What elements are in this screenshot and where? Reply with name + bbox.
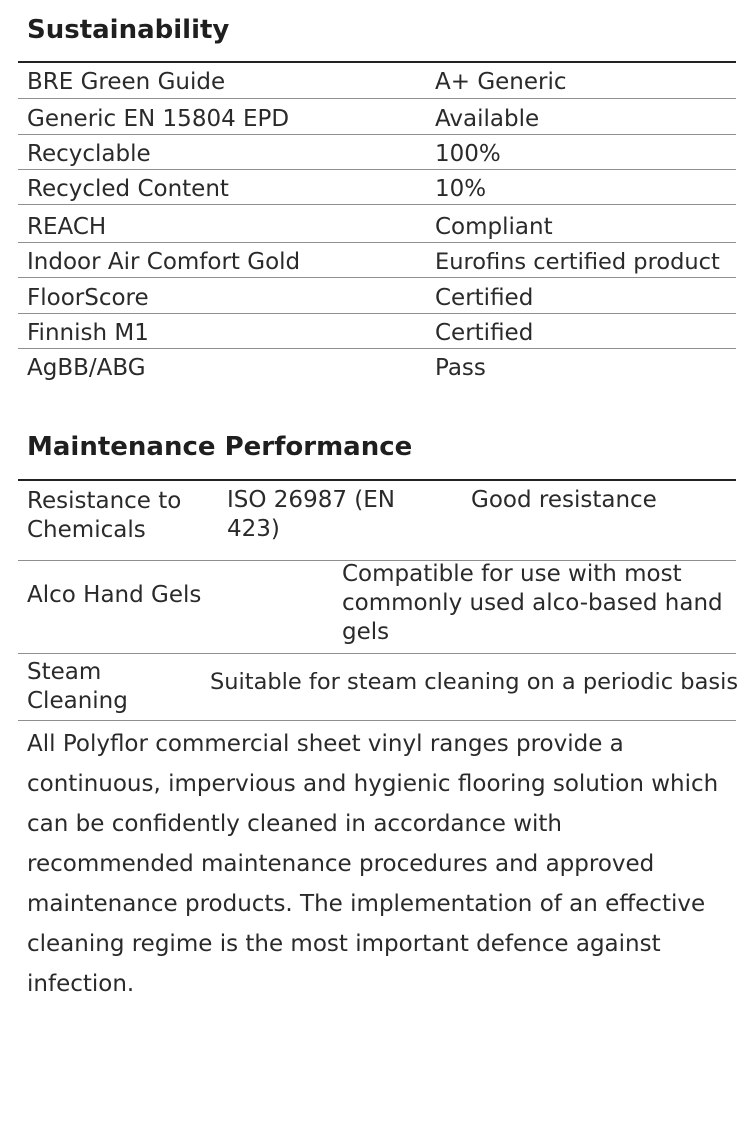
row-label: Steam Cleaning xyxy=(27,659,128,714)
row-label: FloorScore xyxy=(27,285,149,311)
maintenance-heading: Maintenance Performance xyxy=(27,432,413,462)
row-value: Suitable for steam cleaning on a periodic basis xyxy=(210,669,739,695)
maintenance-description: All Polyflor commercial sheet vinyl ranges provide a continuous, impervious and hygienic flooring solution which can be confidently cleaned in accordance with recommended maintenance procedures and approved maintenance products. The implementation of an effective cleaning regime is the most important defence against infection. xyxy=(27,731,719,997)
row-value: 10% xyxy=(435,176,487,202)
row-divider xyxy=(18,134,736,135)
row-label: Finnish M1 xyxy=(27,320,149,346)
row-value: Certified xyxy=(435,320,534,346)
row-divider xyxy=(18,720,736,721)
row-label: Recyclable xyxy=(27,141,151,167)
row-value: Compatible for use with most commonly used alco-based hand gels xyxy=(342,561,723,645)
row-divider xyxy=(18,242,736,243)
row-value: Pass xyxy=(435,355,486,381)
sustainability-top-rule xyxy=(18,61,736,63)
row-divider xyxy=(18,98,736,99)
row-label: Resistance to Chemicals xyxy=(27,488,182,543)
row-value: Certified xyxy=(435,285,534,311)
row-divider xyxy=(18,169,736,170)
row-value: 100% xyxy=(435,141,501,167)
row-label: AgBB/ABG xyxy=(27,355,146,381)
row-divider xyxy=(18,348,736,349)
sustainability-heading: Sustainability xyxy=(27,15,230,45)
row-value: Available xyxy=(435,106,540,132)
maintenance-top-rule xyxy=(18,479,736,481)
row-label: BRE Green Guide xyxy=(27,69,226,95)
row-value: Eurofins certified product xyxy=(435,249,720,275)
row-divider xyxy=(18,653,736,654)
row-divider xyxy=(18,204,736,205)
row-divider xyxy=(18,277,736,278)
row-label: Generic EN 15804 EPD xyxy=(27,106,290,132)
row-label: Indoor Air Comfort Gold xyxy=(27,249,301,275)
row-standard: ISO 26987 (EN 423) xyxy=(227,487,395,542)
row-label: Recycled Content xyxy=(27,176,229,202)
row-value: Good resistance xyxy=(471,487,657,513)
row-divider xyxy=(18,313,736,314)
row-value: A+ Generic xyxy=(435,69,567,95)
row-label: REACH xyxy=(27,214,107,240)
row-label: Alco Hand Gels xyxy=(27,582,202,608)
row-value: Compliant xyxy=(435,214,553,240)
